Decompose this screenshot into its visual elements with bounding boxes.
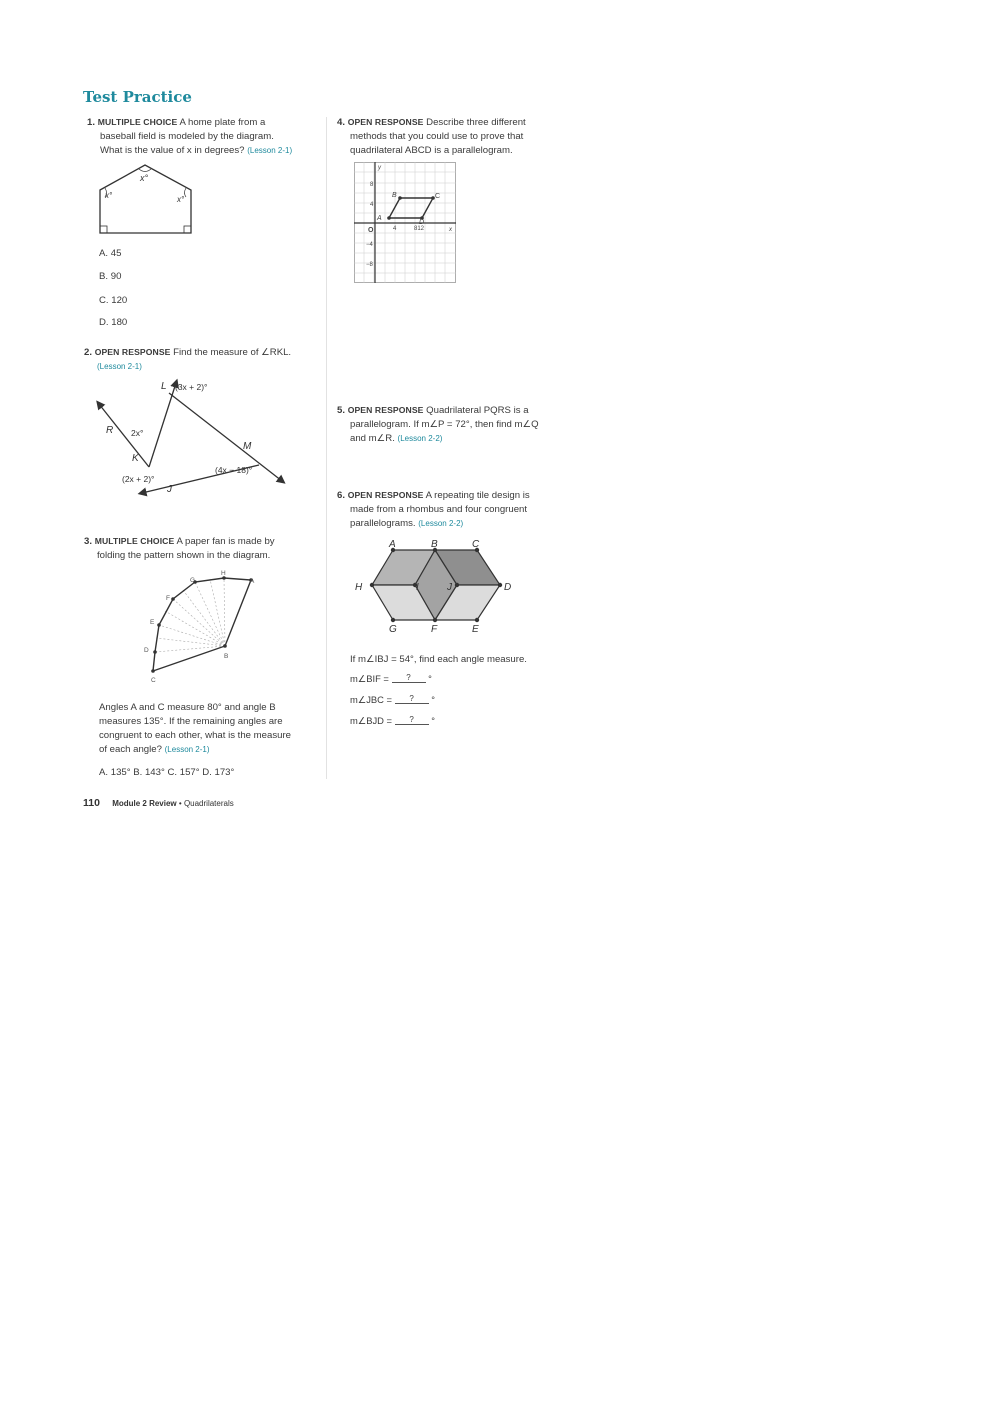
- q6-answer-jbc-label: m∠JBC =: [350, 694, 393, 705]
- q4-label-x: x: [449, 227, 452, 233]
- q4-label-y: y: [378, 165, 381, 171]
- q5-text-line-2: parallelogram. If m∠P = 72°, then find m∠Q: [350, 419, 539, 430]
- q2-number: 2.: [84, 347, 93, 358]
- question-2: [84, 345, 324, 374]
- q3-followup-text: [99, 701, 324, 757]
- q4-number: 4.: [337, 117, 346, 128]
- q3-label-d: D: [144, 647, 149, 654]
- question-1: [87, 115, 322, 158]
- q1-number: 1.: [87, 117, 96, 128]
- q1-option-b[interactable]: B. 90: [99, 271, 122, 282]
- question-5: [337, 403, 572, 446]
- q6-answer-bif-blank[interactable]: ?: [392, 673, 426, 683]
- q4-label-y4: 4: [370, 202, 374, 208]
- q3-after-line-3: congruent to each other, what is the measure: [99, 730, 291, 741]
- q5-kind: OPEN RESPONSE: [347, 405, 424, 415]
- q6-answer-jbc-unit: °: [431, 694, 435, 705]
- q1-text-line-1: A home plate from a: [179, 117, 266, 128]
- q6-label-i: I: [416, 582, 419, 593]
- q6-label-d: D: [504, 582, 512, 593]
- q3-after-line-2: measures 135°. If the remaining angles are: [99, 716, 283, 727]
- q6-answer-bif-unit: °: [428, 673, 432, 684]
- coordinate-graph: [354, 162, 458, 284]
- q1-label-top: x°: [140, 173, 149, 183]
- q3-number: 3.: [84, 536, 93, 547]
- page-number: 110: [83, 797, 100, 809]
- q6-label-j: J: [447, 582, 452, 593]
- q4-label-d: D: [419, 219, 425, 226]
- q2-label-angle-k: 2x°: [131, 428, 144, 438]
- q6-answer-bjd-unit: °: [431, 715, 435, 726]
- q3-label-c: C: [151, 677, 156, 684]
- q2-text: Find the measure of ∠RKL.: [173, 347, 292, 358]
- page-footer: [83, 797, 234, 809]
- q3-after-line-1: Angles A and C measure 80° and angle B: [99, 702, 276, 713]
- q2-label-angle-l: (3x + 2)°: [175, 382, 208, 392]
- q3-label-g: G: [190, 577, 196, 584]
- q4-text-line-3: quadrilateral ABCD is a parallelogram.: [350, 145, 513, 156]
- q4-label-yn8: −8: [366, 262, 373, 268]
- q1-option-d[interactable]: D. 180: [99, 317, 128, 328]
- q6-label-f: F: [431, 624, 438, 635]
- q3-lesson-link[interactable]: (Lesson 2-1): [164, 745, 210, 754]
- q6-lesson-link[interactable]: (Lesson 2-2): [418, 519, 464, 528]
- q2-label-r: R: [106, 425, 114, 436]
- q3-label-h: H: [221, 570, 226, 577]
- q1-text-line-3: What is the value of x in degrees?: [100, 145, 245, 156]
- footer-separator: •: [178, 799, 182, 808]
- q3-text-line-2: folding the pattern shown in the diagram.: [97, 550, 271, 561]
- q2-label-l: L: [161, 381, 167, 392]
- column-divider: [326, 117, 327, 779]
- home-plate-diagram: [95, 160, 200, 240]
- q1-label-left: x°: [105, 191, 113, 200]
- q2-label-angle-j: (2x + 2)°: [122, 474, 155, 484]
- q1-option-c[interactable]: C. 120: [99, 295, 128, 306]
- q3-text-line-1: A paper fan is made by: [176, 536, 275, 547]
- q6-answer-bjd: [350, 715, 435, 727]
- q6-answer-bif-label: m∠BIF =: [350, 673, 389, 684]
- q6-kind: OPEN RESPONSE: [347, 490, 424, 500]
- q1-text-line-2: baseball field is modeled by the diagram.: [100, 131, 274, 142]
- q6-number: 6.: [337, 490, 346, 501]
- paper-fan-diagram: [140, 568, 265, 688]
- q4-text-line-1: Describe three different: [426, 117, 526, 128]
- q3-kind: MULTIPLE CHOICE: [94, 536, 175, 546]
- q5-number: 5.: [337, 405, 346, 416]
- q5-text-line-1: Quadrilateral PQRS is a: [426, 405, 529, 416]
- footer-topic: Quadrilaterals: [183, 799, 234, 808]
- q4-label-y8: 8: [370, 182, 374, 188]
- q2-lesson-link[interactable]: (Lesson 2-1): [97, 362, 142, 371]
- q6-label-c: C: [472, 539, 480, 550]
- q6-answer-jbc: [350, 694, 435, 706]
- q4-label-a: A: [377, 215, 382, 222]
- q3-label-e: E: [150, 619, 155, 626]
- q6-label-e: E: [472, 624, 479, 635]
- q6-text-line-1: A repeating tile design is: [425, 490, 530, 501]
- q6-answer-jbc-blank[interactable]: ?: [395, 694, 429, 704]
- q3-options[interactable]: A. 135° B. 143° C. 157° D. 173°: [99, 767, 235, 778]
- q4-label-yn4: −4: [366, 242, 373, 248]
- q3-after-line-4: of each angle?: [99, 744, 162, 755]
- q2-label-k: K: [132, 453, 139, 464]
- q6-label-g: G: [389, 624, 397, 635]
- question-6: [337, 488, 572, 531]
- q1-lesson-link[interactable]: (Lesson 2-1): [247, 146, 293, 155]
- question-3: [84, 534, 324, 563]
- q2-label-angle-m: (4x − 18)°: [215, 465, 253, 475]
- q4-label-x812: 812: [414, 226, 425, 232]
- q4-label-c: C: [435, 193, 441, 200]
- footer-module: Module 2 Review: [112, 799, 177, 808]
- q5-lesson-link[interactable]: (Lesson 2-2): [397, 434, 443, 443]
- q5-text-line-3: and m∠R.: [350, 433, 395, 444]
- q3-label-b: B: [224, 653, 229, 660]
- q1-label-right: x°: [177, 195, 185, 204]
- question-4: [337, 115, 567, 158]
- q6-answer-bif: [350, 673, 432, 685]
- q3-label-f: F: [166, 595, 170, 602]
- q4-text-line-2: methods that you could use to prove that: [350, 131, 524, 142]
- q6-text-line-2: made from a rhombus and four congruent: [350, 504, 528, 515]
- q1-kind: MULTIPLE CHOICE: [97, 117, 178, 127]
- q6-answer-bjd-blank[interactable]: ?: [395, 715, 429, 725]
- q4-label-b: B: [392, 192, 397, 199]
- angle-rkl-diagram: [94, 375, 294, 500]
- tile-design-diagram: [350, 535, 520, 635]
- q6-label-b: B: [431, 539, 438, 550]
- q6-label-a: A: [389, 539, 396, 550]
- q6-answer-bjd-label: m∠BJD =: [350, 715, 393, 726]
- q4-label-x4: 4: [393, 226, 397, 232]
- q2-label-j: J: [167, 484, 172, 495]
- q1-option-a[interactable]: A. 45: [99, 248, 122, 259]
- q4-label-origin: O: [368, 227, 374, 234]
- q6-text-line-3: parallelograms.: [350, 518, 416, 529]
- q3-label-a: A: [250, 578, 255, 585]
- section-heading: Test Practice: [83, 88, 192, 106]
- q6-prompt: If m∠IBJ = 54°, find each angle measure.: [350, 654, 527, 665]
- q4-kind: OPEN RESPONSE: [347, 117, 424, 127]
- q2-kind: OPEN RESPONSE: [94, 347, 171, 357]
- q2-label-m: M: [243, 441, 252, 452]
- q6-label-h: H: [355, 582, 363, 593]
